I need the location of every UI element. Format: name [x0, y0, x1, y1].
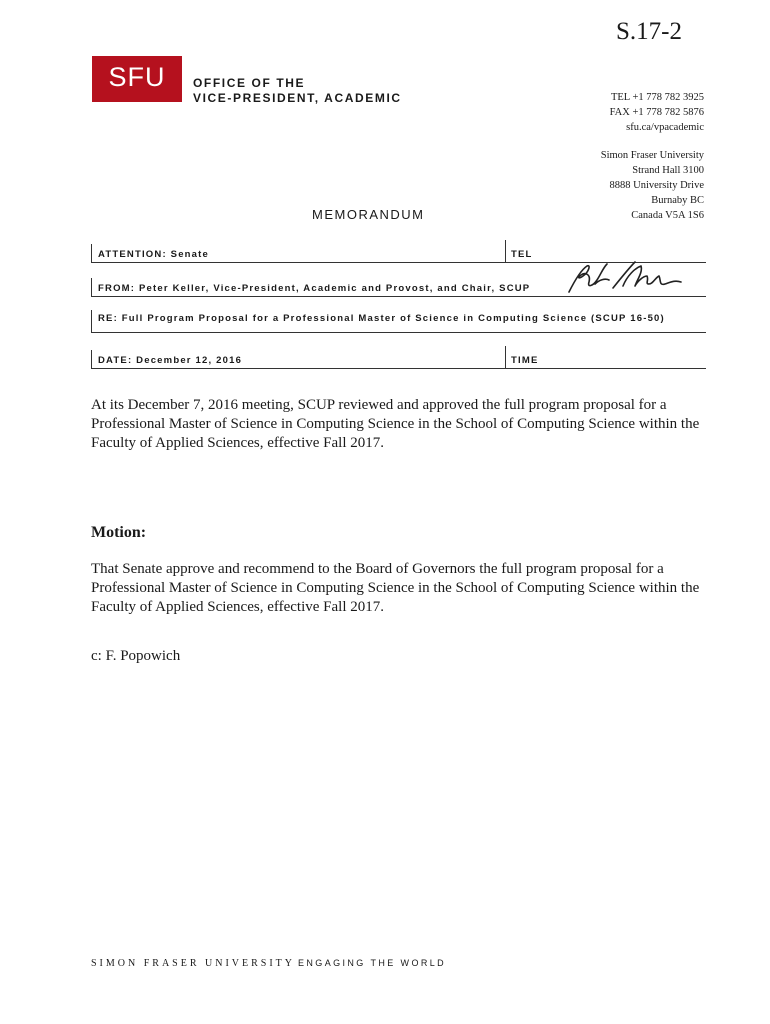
contact-block — [610, 90, 704, 135]
field-divider — [91, 278, 92, 296]
cc-line: c: F. Popowich — [91, 648, 181, 664]
memo-date-row — [91, 346, 706, 369]
document-number: S.17-2 — [616, 18, 682, 45]
memo-re: RE: Full Program Proposal for a Professional Master of Science in Computing Science (SCUP 16-50) — [98, 313, 665, 324]
footer-tagline: ENGAGING THE WORLD — [298, 958, 447, 968]
field-divider — [91, 244, 92, 262]
address-line: Burnaby BC — [651, 195, 704, 206]
memo-date: DATE: December 12, 2016 — [98, 355, 243, 366]
memo-tel-label: TEL — [511, 249, 533, 260]
footer-university: SIMON FRASER UNIVERSITY — [91, 958, 296, 969]
sfu-logo — [92, 56, 182, 102]
address-line: Canada V5A 1S6 — [631, 210, 704, 221]
address-line: 8888 University Drive — [609, 180, 704, 191]
motion-heading: Motion: — [91, 524, 147, 541]
memo-attention: ATTENTION: Senate — [98, 249, 210, 260]
motion-paragraph: That Senate approve and recommend to the Board of Governors the full program proposal for a Professional Master of Science in Computing Science in the School of Computing Science within the Faculty of Applied Sciences, effective Fall 2017. — [91, 561, 700, 615]
address-line: Simon Fraser University — [600, 150, 704, 161]
memo-title: MEMORANDUM — [312, 207, 425, 222]
field-divider — [505, 240, 506, 262]
office-name-line-1: OFFICE OF THE — [193, 76, 306, 90]
field-divider — [91, 310, 92, 332]
memo-from: FROM: Peter Keller, Vice-President, Academic and Provost, and Chair, SCUP — [98, 283, 531, 294]
address-block — [601, 148, 704, 223]
contact-tel: TEL +1 778 782 3925 — [610, 92, 704, 103]
memo-time-label: TIME — [511, 355, 539, 366]
signature-icon — [565, 258, 685, 298]
intro-paragraph: At its December 7, 2016 meeting, SCUP reviewed and approved the full program proposal for a Professional Master of Science in Computing Science in the School of Computing Science within the Faculty of Applied Sciences, effective Fall 2017. — [91, 397, 700, 451]
address-line: Strand Hall 3100 — [632, 165, 704, 176]
office-name-line-2: VICE-PRESIDENT, ACADEMIC — [193, 91, 402, 105]
contact-fax: FAX +1 778 782 5876 — [609, 107, 704, 118]
logo-text: SFU — [108, 62, 166, 92]
contact-web: sfu.ca/vpacademic — [626, 122, 704, 133]
field-divider — [505, 346, 506, 368]
memo-re-row — [91, 308, 706, 333]
field-divider — [91, 350, 92, 368]
